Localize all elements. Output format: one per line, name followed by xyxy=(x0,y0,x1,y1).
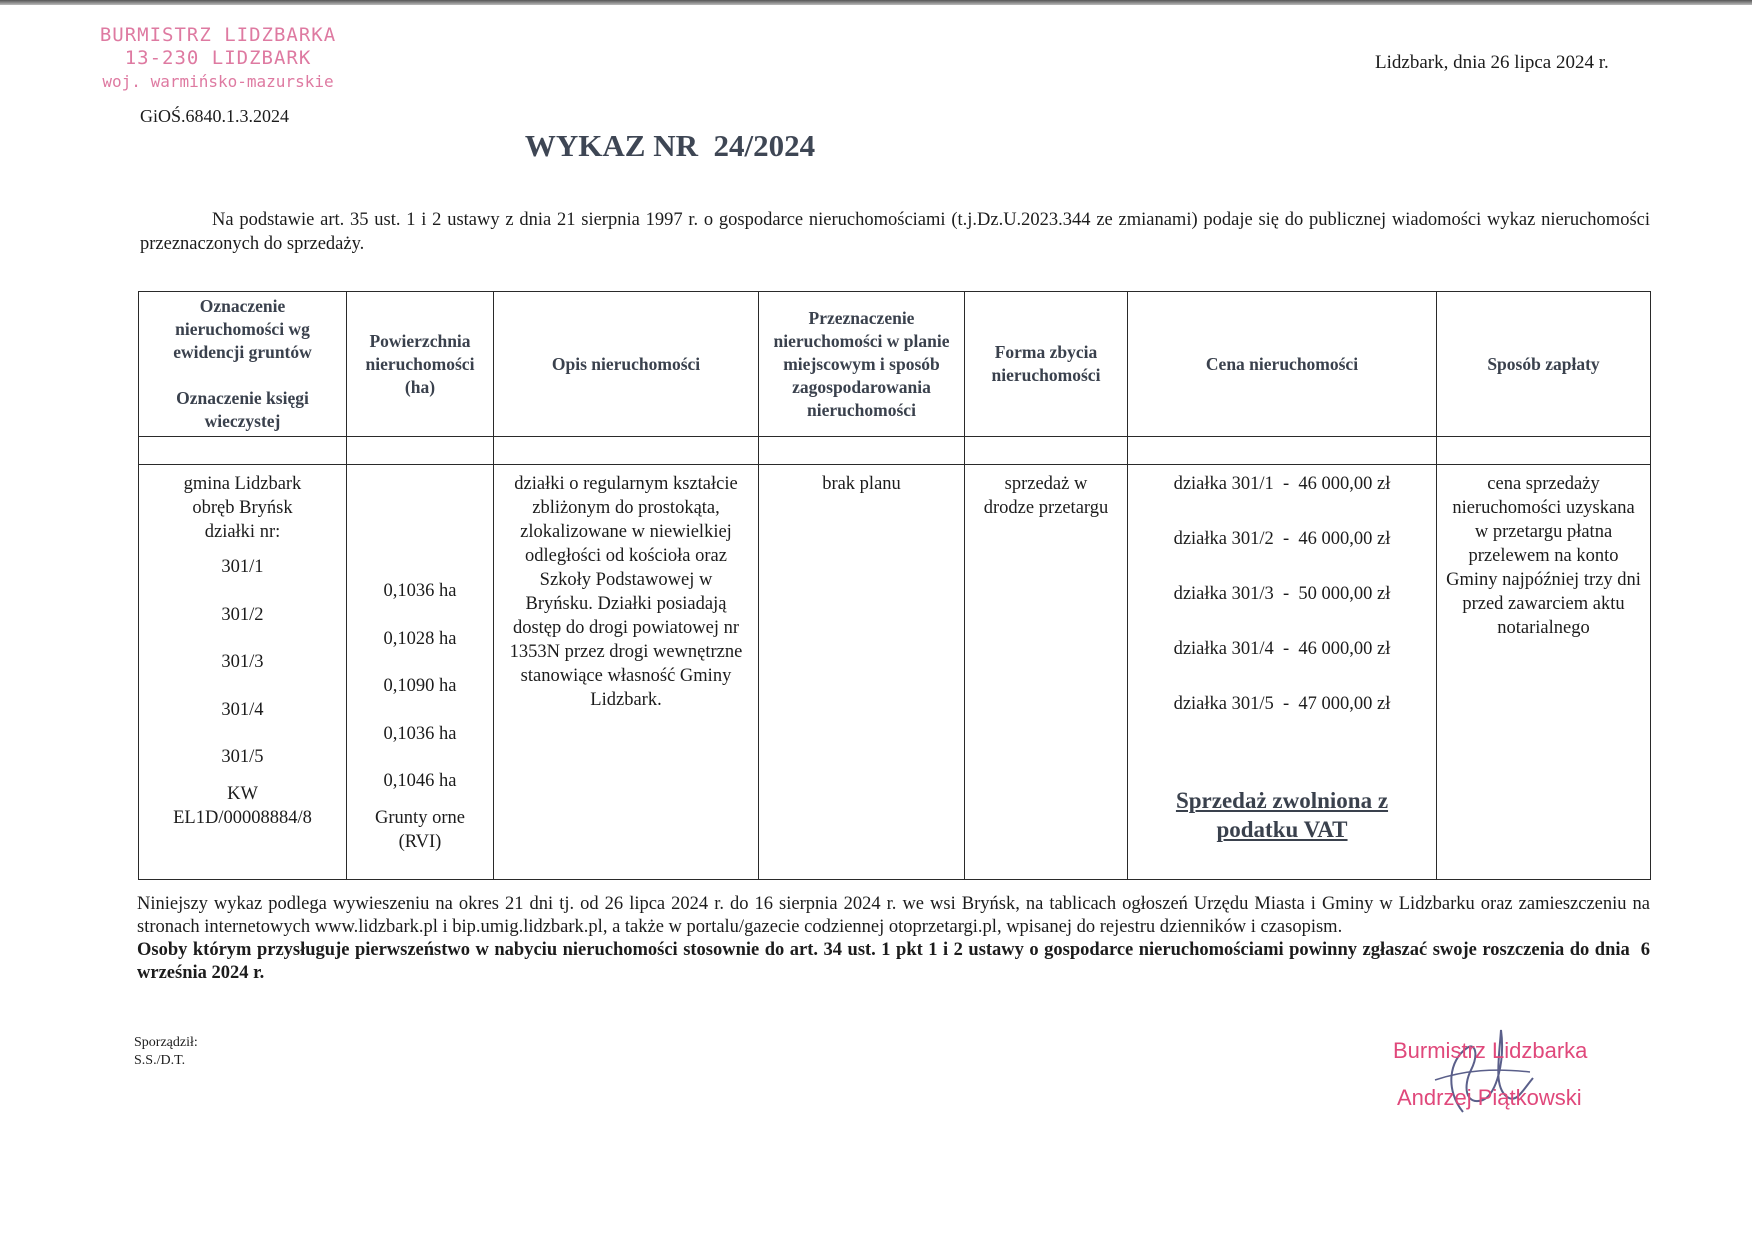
header-area: Powierzchnia nieruchomości (ha) xyxy=(347,292,494,437)
land-register-number: EL1D/00008884/8 xyxy=(173,807,312,828)
signature-title: Burmistrz Lidzbarka xyxy=(1393,1038,1588,1063)
header-designation xyxy=(139,292,347,437)
header-price: Cena nieruchomości xyxy=(1128,292,1437,437)
scan-edge xyxy=(0,0,1752,5)
location-line: gmina Lidzbark xyxy=(183,474,302,494)
soil-class xyxy=(352,806,488,854)
document-title: WYKAZ NR 24/2024 xyxy=(524,128,816,163)
location-line: obręb Bryńsk xyxy=(192,498,293,518)
header-description: Opis nieruchomości xyxy=(494,292,759,437)
publication-paragraph: Niniejszy wykaz podlega wywieszeniu na okres 21 dni tj. od 26 lipca 2024 r. do 16 sierpnia 2024 r. we wsi Bryńsk, na tablicach ogłoszeń Urzędu Miasta i Gminy w Lidzbarku oraz zamieszczeniu na stronach internetowych www.lidzbark.pl i bip.umig.lidzbark.pl, a także w portalu/gazecie codziennej otoprzetargi.pl, wpisanej do rejestru dzienników i czasopism. xyxy=(137,894,1650,937)
parcel-area: 0,1036 ha xyxy=(383,581,457,601)
payment-cell: cena sprzedaży nieruchomości uzyskana w przetargu płatna przelewem na konto Gminy najpóźniej trzy dni przed zawarciem aktu notarialnego xyxy=(1437,465,1651,880)
prepared-initials: S.S./D.T. xyxy=(134,1053,186,1068)
location xyxy=(144,472,341,544)
parcel-price: działka 301/2 - 46 000,00 zł xyxy=(1173,529,1391,549)
parcel-number: 301/1 xyxy=(221,557,264,577)
property-table xyxy=(138,291,1651,880)
reference-number: GiOŚ.6840.1.3.2024 xyxy=(140,106,290,126)
stamp-line-2: 13-230 LIDZBARK xyxy=(124,47,312,69)
parcel-price: działka 301/5 - 47 000,00 zł xyxy=(1173,694,1391,714)
spacer-cell xyxy=(347,437,494,465)
header-payment: Sposób zapłaty xyxy=(1437,292,1651,437)
intro-paragraph: Na podstawie art. 35 ust. 1 i 2 ustawy z dnia 21 sierpnia 1997 r. o gospodarce nieruchomościami (t.j.Dz.U.2023.344 ze zmianami) podaje się do publicznej wiadomości wykaz nieruchomości przeznaczonych do sprzedaży. xyxy=(140,210,1650,254)
table-header-row xyxy=(139,292,1651,437)
prepared-label: Sporządził: xyxy=(134,1035,198,1050)
spacer-cell xyxy=(1437,437,1651,465)
spacer-cell xyxy=(139,437,347,465)
table-spacer-row xyxy=(139,437,1651,465)
purpose-cell: brak planu xyxy=(759,465,965,880)
header-designation-register: Oznaczenie księgi wieczystej xyxy=(176,388,309,431)
parcel-area: 0,1046 ha xyxy=(383,771,457,791)
parcel-number: 301/5 xyxy=(221,747,264,767)
price-cell xyxy=(1128,465,1437,880)
parcel-area: 0,1036 ha xyxy=(383,723,457,744)
parcel-price: działka 301/3 - 50 000,00 zł xyxy=(1173,584,1391,604)
stamp-line-1: BURMISTRZ LIDZBARKA xyxy=(99,24,337,46)
designation-cell xyxy=(139,465,347,880)
table-row xyxy=(139,465,1651,880)
area-cell xyxy=(347,465,494,880)
form-cell: sprzedaż w drodze przetargu xyxy=(965,465,1128,880)
footer-notice xyxy=(137,893,1655,985)
spacer-cell xyxy=(1128,437,1437,465)
land-register xyxy=(144,782,341,830)
header-purpose: Przeznaczenie nieruchomości w planie miejscowym i sposób zagospodarowania nieruchomości xyxy=(759,292,965,437)
parcel-price: działka 301/4 - 46 000,00 zł xyxy=(1173,639,1391,659)
parcel-number: 301/2 xyxy=(221,604,264,625)
claims-paragraph: Osoby którym przysługuje pierwszeństwo w nabyciu nieruchomości stosownie do art. 34 ust. 1 pkt 1 i 2 ustawy o gospodarce nieruchomościami powinny zgłaszać swoje roszczenia do dnia 6 września 2024 r. xyxy=(137,940,1655,983)
spacer-cell xyxy=(965,437,1128,465)
signature-name: Andrzej Piątkowski xyxy=(1397,1085,1582,1110)
description-cell: działki o regularnym kształcie zbliżonym do prostokąta, zlokalizowane w niewielkiej odległości od kościoła oraz Szkoły Podstawowej w Bryńsku. Działki posiadają dostęp do drogi powiatowej nr 1353N przez drogi wewnętrzne stanowiące własność Gminy Lidzbark. xyxy=(494,465,759,880)
vat-exemption-note: Sprzedaż zwolniona z podatku VAT xyxy=(1175,788,1389,842)
spacer-cell xyxy=(494,437,759,465)
area-list xyxy=(352,568,488,806)
parcel-area: 0,1090 ha xyxy=(383,676,457,696)
parcel-number: 301/4 xyxy=(221,699,264,720)
parcel-price: działka 301/1 - 46 000,00 zł xyxy=(1173,474,1391,494)
soil-code: (RVI) xyxy=(398,831,442,852)
place-date: Lidzbark, dnia 26 lipca 2024 r. xyxy=(1375,52,1609,73)
parcel-list xyxy=(144,544,341,782)
stamp-line-3: woj. warmińsko-mazurskie xyxy=(102,72,334,91)
header-designation-land: Oznaczenie nieruchomości wg ewidencji gruntów xyxy=(173,296,312,362)
office-stamp xyxy=(78,24,358,93)
land-register-label: KW xyxy=(227,783,258,804)
spacer-cell xyxy=(759,437,965,465)
parcel-area: 0,1028 ha xyxy=(383,628,457,649)
soil-type: Grunty orne xyxy=(375,807,465,828)
location-line: działki nr: xyxy=(204,522,281,542)
mayor-signature xyxy=(1385,1020,1635,1120)
header-form: Forma zbycia nieruchomości xyxy=(965,292,1128,437)
parcel-number: 301/3 xyxy=(221,652,264,672)
prepared-by xyxy=(134,1034,198,1070)
